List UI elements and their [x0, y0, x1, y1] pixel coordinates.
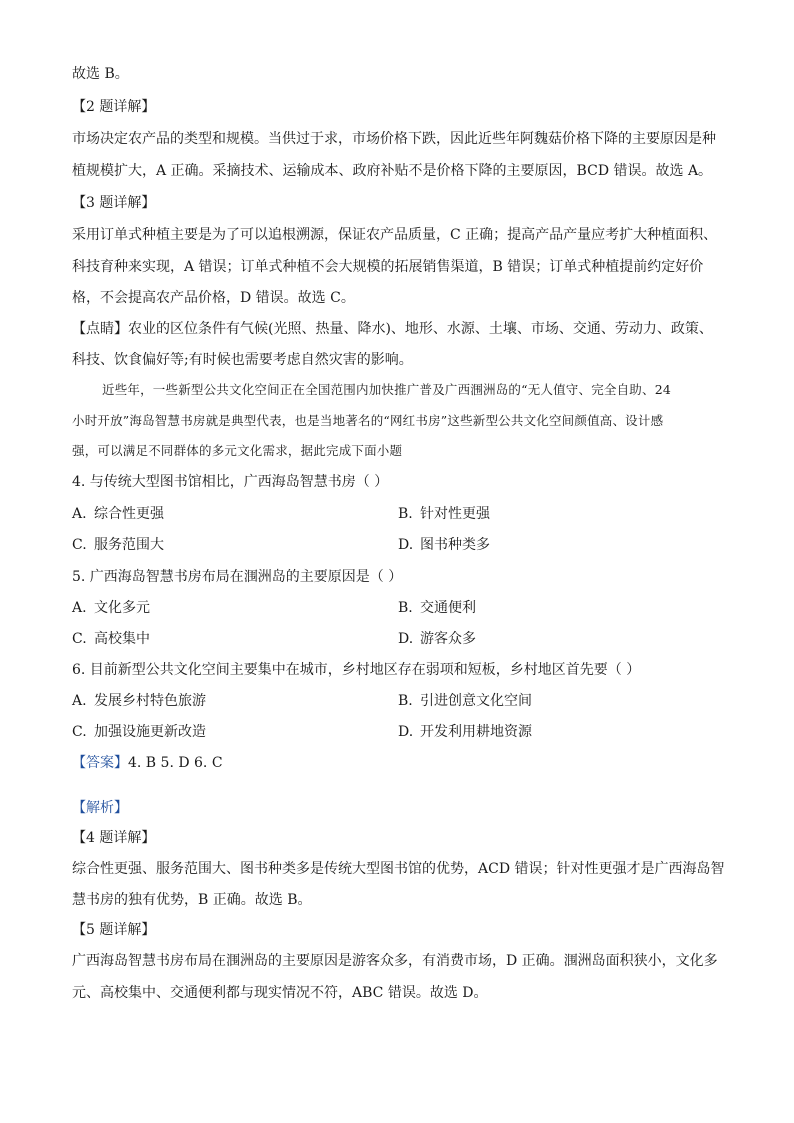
q3-detail-text: 科技育种来实现，A 错误；订单式种植不会大规模的拓展销售渠道，B 错误；订单式种植提前约定好价	[72, 259, 704, 275]
q6-option-a: A. 发展乡村特色旅游	[72, 693, 206, 709]
q3-detail-text: 采用订单式种植主要是为了可以追根溯源，保证农产品质量，C 正确；提高产品产量应考扩大种植面积、	[72, 227, 718, 243]
key-point-text: 【点睛】农业的区位条件有气候(光照、热量、降水)、地形、水源、土壤、市场、交通、劳动力、政策、	[72, 321, 713, 337]
q5-detail-heading: 【5 题详解】	[72, 922, 156, 938]
material-paragraph: 近些年，一些新型公共文化空间正在全国范围内加快推广普及广西涠洲岛的“无人值守、完全自助、24	[102, 382, 671, 397]
q2-detail-heading: 【2 题详解】	[72, 99, 156, 115]
answer-text: 4. B 5. D 6. C	[128, 755, 223, 771]
q4-detail-text: 慧书房的独有优势，B 正确。故选 B。	[72, 892, 312, 908]
q5-option-a: A. 文化多元	[72, 600, 150, 616]
q3-detail-text: 格，不会提高农产品价格，D 错误。故选 C。	[72, 290, 355, 306]
material-paragraph: 小时开放”海岛智慧书房就是典型代表，也是当地著名的“网红书房”这些新型公共文化空间颜值高、设计感	[72, 413, 664, 428]
q4-option-a: A. 综合性更强	[72, 506, 164, 522]
material-paragraph: 强，可以满足不同群体的多元文化需求，据此完成下面小题	[72, 443, 403, 458]
q2-detail-text: 市场决定农产品的类型和规模。当供过于求，市场价格下跌，因此近些年阿魏菇价格下降的主要原因是种	[72, 131, 716, 147]
answer-line	[72, 753, 223, 773]
question-5: 5. 广西海岛智慧书房布局在涠洲岛的主要原因是（ ）	[72, 569, 403, 585]
q5-detail-text: 广西海岛智慧书房布局在涠洲岛的主要原因是游客众多，有消费市场，D 正确。涠洲岛面积狭小，文化多	[72, 953, 718, 969]
answer-label: 【答案】	[72, 755, 128, 771]
q5-detail-text: 元、高校集中、交通便利都与现实情况不符，ABC 错误。故选 D。	[72, 985, 488, 1001]
q2-detail-text: 植规模扩大，A 正确。采摘技术、运输成本、政府补贴不是价格下降的主要原因，BCD 错误。故选 A。	[72, 163, 713, 179]
q5-option-d: D. 游客众多	[398, 631, 476, 647]
q5-option-c: C. 高校集中	[72, 631, 150, 647]
q4-option-b: B. 针对性更强	[398, 506, 490, 522]
q6-option-d: D. 开发利用耕地资源	[398, 724, 532, 740]
q3-detail-heading: 【3 题详解】	[72, 195, 156, 211]
analysis-heading: 【解析】	[72, 800, 128, 816]
q4-detail-heading: 【4 题详解】	[72, 830, 156, 846]
question-6: 6. 目前新型公共文化空间主要集中在城市，乡村地区存在弱项和短板，乡村地区首先要（ ）	[72, 662, 641, 678]
q6-option-c: C. 加强设施更新改造	[72, 724, 206, 740]
q4-detail-text: 综合性更强、服务范围大、图书种类多是传统大型图书馆的优势，ACD 错误；针对性更强才是广西海岛智	[72, 861, 725, 877]
q5-option-b: B. 交通便利	[398, 600, 476, 616]
q4-option-c: C. 服务范围大	[72, 537, 164, 553]
key-point-text: 科技、饮食偏好等;有时候也需要考虑自然灾害的影响。	[72, 352, 413, 368]
conclusion-line: 故选 B。	[72, 66, 129, 82]
q4-option-d: D. 图书种类多	[398, 537, 490, 553]
question-4: 4. 与传统大型图书馆相比，广西海岛智慧书房（ ）	[72, 474, 389, 490]
q6-option-b: B. 引进创意文化空间	[398, 693, 532, 709]
